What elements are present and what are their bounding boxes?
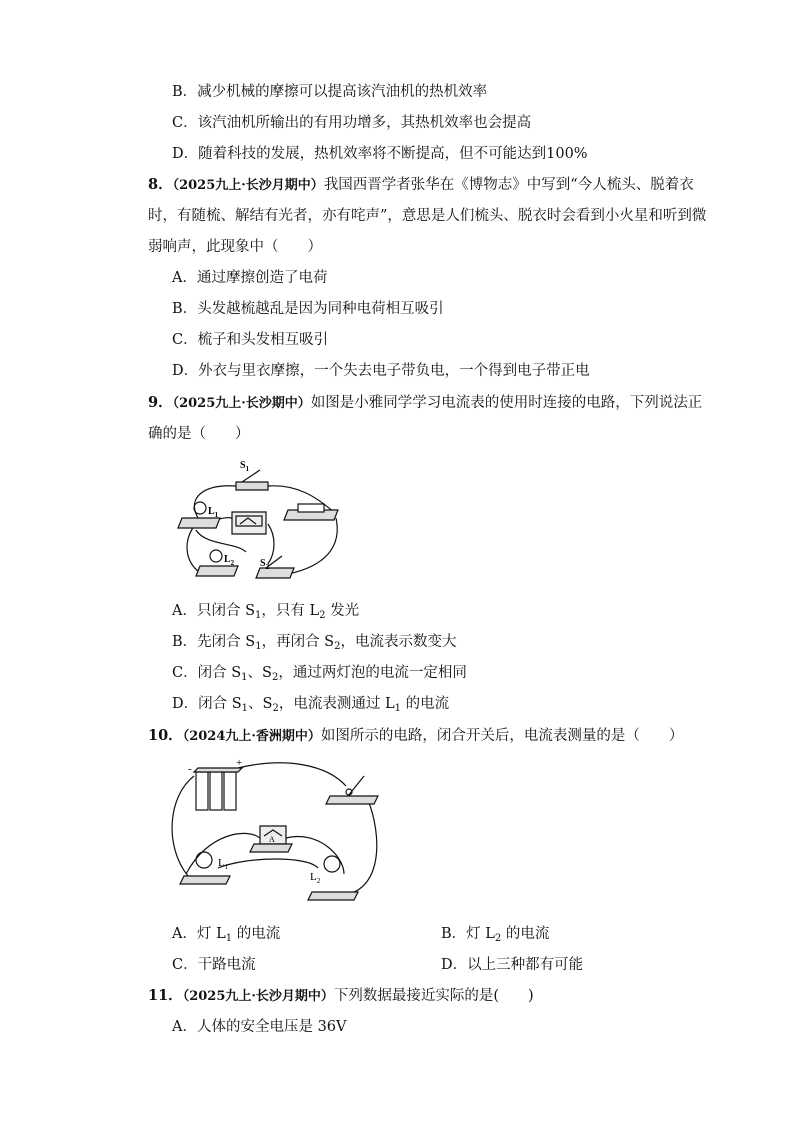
q9-source: （2025九上·长沙期中） <box>172 396 311 411</box>
q10-fig-label-l2: $L_2$ <box>310 871 321 885</box>
q9-option-b <box>172 632 457 657</box>
q9-option-a-sub2: 2 <box>319 610 326 621</box>
q9-option-c-sub1: 1 <box>241 672 248 683</box>
q9-option-d <box>172 694 449 719</box>
q9-number: 9． <box>148 394 173 411</box>
q9-option-d-sub1: 1 <box>241 703 249 714</box>
q10-fig-label-l1: $L_1$ <box>218 857 229 871</box>
q9-option-d-post: 的电流 <box>400 696 450 712</box>
q10-circuit-figure <box>168 756 388 912</box>
q11-stem-line1 <box>148 986 534 1007</box>
q8-stem-line3: 弱响声，此现象中（ ） <box>148 239 322 255</box>
q10-option-a-pre: A．灯 L <box>172 926 226 942</box>
q8-source: （2025九上·长沙月期中） <box>172 178 324 193</box>
q11-number: 11． <box>148 987 183 1004</box>
q9-option-b-sub1: 1 <box>255 641 262 652</box>
q9-option-c-mid: 、S <box>247 665 272 681</box>
q8-option-d: D．外衣与里衣摩擦，一个失去电子带负电，一个得到电子带正电 <box>172 363 590 379</box>
q7-option-c: C．该汽油机所输出的有用功增多，其热机效率也会提高 <box>172 115 532 131</box>
q9-stem-line1 <box>148 393 702 414</box>
q10-option-d: D．以上三种都有可能 <box>441 957 584 973</box>
q8-stem-line2: 时，有随梳、解结有光者，亦有咤声”，意思是人们梳头、脱衣时会看到小火星和听到微 <box>148 208 707 224</box>
q9-option-c-sub2: 2 <box>271 672 279 683</box>
q9-option-c-pre: C．闭合 S <box>172 665 242 681</box>
q10-number: 10． <box>148 727 183 744</box>
q10-source: （2024九上·香洲期中） <box>182 729 321 744</box>
q7-option-b: B．减少机械的摩擦可以提高该汽油机的热机效率 <box>172 84 488 100</box>
q9-fig-label-l2: $L_2$ <box>224 554 235 567</box>
q9-option-a-post: 发光 <box>325 603 360 619</box>
q9-stem-text1: 如图是小雅同学学习电流表的使用时连接的电路，下列说法正 <box>310 395 703 411</box>
q9-option-b-pre: B．先闭合 S <box>172 634 256 650</box>
q9-stem-line2: 确的是（ ） <box>148 426 250 442</box>
q9-option-a-pre: A．只闭合 S <box>172 603 256 619</box>
q11-option-a: A．人体的安全电压是 36V <box>172 1019 347 1035</box>
q9-circuit-figure <box>176 456 346 586</box>
q9-option-d-pre: D．闭合 S <box>172 696 242 712</box>
q11-stem-text1: 下列数据最接近实际的是( ) <box>333 988 534 1004</box>
q9-option-b-sub2: 2 <box>334 641 341 652</box>
q8-option-b: B．头发越梳越乱是因为同种电荷相互吸引 <box>172 301 444 317</box>
q9-option-c-post: ，通过两灯泡的电流一定相同 <box>278 665 467 681</box>
q10-option-c: C．干路电流 <box>172 957 256 973</box>
q10-option-b-sub: 2 <box>494 933 502 944</box>
q8-option-a: A．通过摩擦创造了电荷 <box>172 270 328 286</box>
q10-option-b <box>441 924 549 949</box>
q9-fig-label-s2: $S_2$ <box>260 558 270 571</box>
q9-option-a-mid: ，只有 L <box>261 603 320 619</box>
q9-option-d-mid2: ，电流表测通过 L <box>278 696 395 712</box>
q9-option-d-mid: 、S <box>248 696 273 712</box>
q8-stem-line1 <box>148 175 694 196</box>
q10-stem-line1 <box>148 726 683 747</box>
q10-fig-ammeter-label: A <box>269 835 275 844</box>
q9-option-d-sub2: 2 <box>272 703 279 714</box>
q8-stem-text1: 我国西晋学者张华在《博物志》中写到“今人梳头、脱着衣 <box>323 177 694 193</box>
q8-option-c: C．梳子和头发相互吸引 <box>172 332 329 348</box>
q9-fig-label-s1: $S_1$ <box>240 460 250 473</box>
q10-fig-minus: - <box>188 763 192 775</box>
q11-source: （2025九上·长沙月期中） <box>182 989 334 1004</box>
q10-stem-text1: 如图所示的电路，闭合开关后，电流表测量的是（ ） <box>320 728 684 744</box>
q10-option-a-post: 的电流 <box>232 926 281 942</box>
q9-option-d-sub3: 1 <box>394 703 401 714</box>
q10-option-a <box>172 924 280 949</box>
q8-number: 8． <box>148 176 173 193</box>
q10-option-a-sub: 1 <box>225 933 233 944</box>
q9-option-b-post: ，电流表示数变大 <box>340 634 457 650</box>
q9-option-b-mid: ，再闭合 S <box>261 634 335 650</box>
q9-option-a <box>172 601 359 626</box>
q9-option-a-sub1: 1 <box>255 610 262 621</box>
q10-fig-plus: + <box>236 757 243 769</box>
q10-option-b-pre: B．灯 L <box>441 926 495 942</box>
q10-option-b-post: 的电流 <box>501 926 550 942</box>
q9-fig-label-l1: $L_1$ <box>208 506 219 519</box>
q9-option-c <box>172 663 467 688</box>
q7-option-d: D．随着科技的发展，热机效率将不断提高，但不可能达到100% <box>172 146 588 162</box>
